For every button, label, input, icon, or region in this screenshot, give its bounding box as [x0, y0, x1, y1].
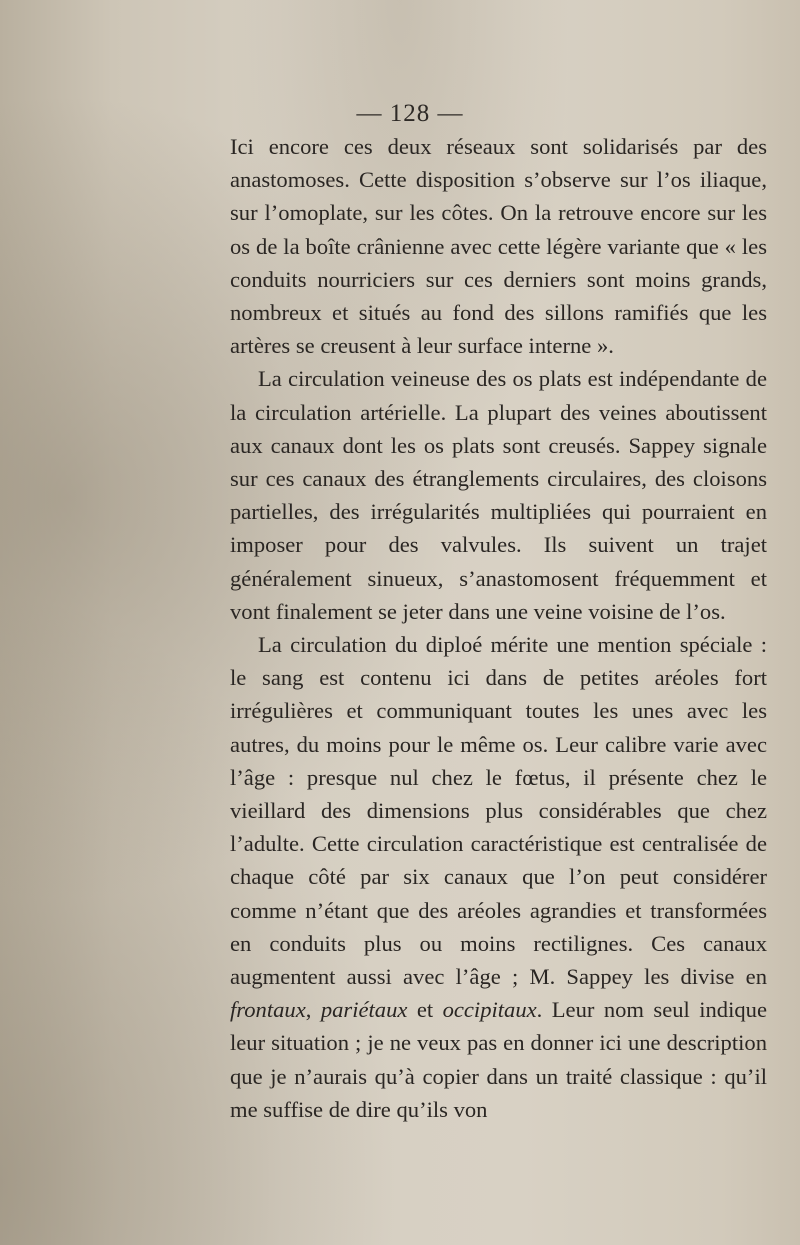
paragraph [230, 130, 767, 362]
page-number: — 128 — [356, 100, 464, 127]
text-run: . Leur nom seul indique leur situation ; je ne veux pas en donner ici une description que je n’aurais qu’à copier dans un traité classique : qu’il me suffise de dire qu’ils von [230, 997, 767, 1122]
body-text [230, 130, 767, 1126]
text-run: La circulation veineuse des os plats est indépendante de la circulation artérielle. La plupart des veines aboutissent aux canaux dont les os plats sont creusés. Sappey signale sur ces canaux des étranglements circulaires, des cloisons partielles, des irrégularités multipliées qui pourraient en imposer pour des valvules. Ils suivent un trajet généralement sinueux, s’anastomosent fréquemment et vont finalement se jeter dans une veine voisine de l’os. [230, 366, 767, 624]
italic-term: pariétaux [320, 997, 408, 1023]
paragraph [230, 628, 767, 1126]
text-run: et [407, 997, 443, 1023]
italic-term: frontaux [230, 997, 306, 1023]
text-run: Ici encore ces deux réseaux sont solidarisés par des anastomoses. Cette disposition s’observe sur l’os iliaque, sur l’omoplate, sur les côtes. On la retrouve encore sur les os de la boîte crânienne avec cette légère variante que « les conduits nourriciers sur ces derniers sont moins grands, nombreux et situés au fond des sillons ramifiés que les artères se creusent à leur surface interne ». [230, 134, 767, 359]
italic-term: occipitaux [442, 997, 537, 1023]
text-run: La circulation du diploé mérite une mention spéciale : le sang est contenu ici dans de petites aréoles fort irrégulières et communiquant toutes les unes avec les autres, du moins pour le même os. Leur calibre varie avec l’âge : presque nul chez le fœtus, il présente chez le vieillard des dimensions plus considérables que chez l’adulte. Cette circulation caractéristique est centralisée de chaque côté par six canaux que l’on peut considérer comme n’étant que des aréoles agrandies et transformées en conduits plus ou moins rectilignes. Ces canaux augmentent aussi avec l’âge ; M. Sappey les divise en [230, 632, 767, 990]
text-run: , [305, 997, 321, 1023]
paragraph [230, 362, 767, 628]
